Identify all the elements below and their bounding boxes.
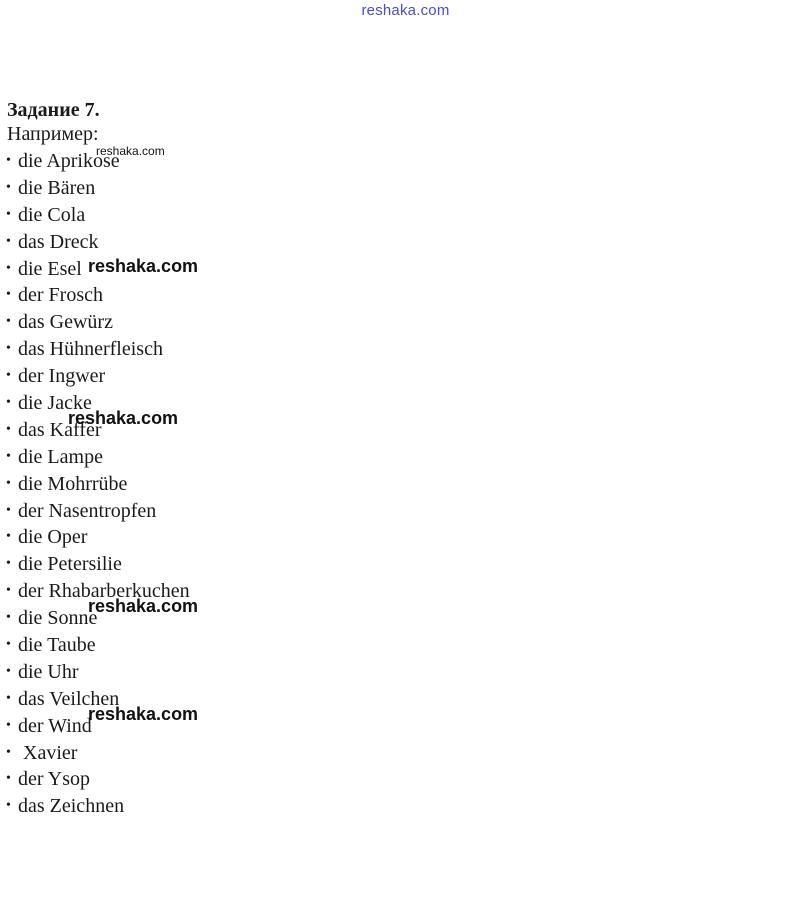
bullet-icon: •: [6, 475, 11, 491]
word-text: die Bären: [18, 176, 96, 199]
bullet-icon: •: [6, 179, 11, 195]
word-text: der Ysop: [18, 768, 91, 791]
bullet-icon: •: [6, 744, 11, 760]
list-item: [6, 309, 190, 336]
bullet-icon: •: [6, 421, 11, 437]
bullet-icon: •: [6, 663, 11, 679]
bullet-icon: •: [6, 690, 11, 706]
task-title: Задание 7.: [7, 99, 100, 121]
word-text: das Kaffer: [18, 418, 102, 441]
word-text: das Zeichnen: [18, 795, 125, 818]
list-item: [6, 444, 190, 471]
list-item: [6, 498, 190, 525]
bullet-icon: •: [6, 341, 11, 357]
list-item: [6, 336, 190, 363]
bullet-icon: •: [6, 314, 11, 330]
word-text: der Nasentropfen: [18, 499, 157, 522]
word-text: der Frosch: [18, 284, 103, 307]
bullet-icon: •: [6, 798, 11, 814]
word-text: der Rhabarberkuchen: [18, 580, 190, 603]
word-text: die Taube: [18, 634, 96, 657]
bullet-icon: •: [6, 637, 11, 653]
word-text: die Petersilie: [18, 553, 122, 576]
word-text: das Veilchen: [18, 687, 120, 710]
list-item: [6, 282, 190, 309]
list-item: [6, 363, 190, 390]
bullet-icon: •: [6, 153, 11, 168]
list-item: [6, 202, 190, 229]
word-text: das Hühnerfleisch: [18, 338, 163, 361]
word-text: das Dreck: [18, 230, 99, 253]
list-item: [6, 766, 190, 793]
bullet-icon: •: [6, 717, 11, 733]
bullet-icon: •: [6, 610, 11, 626]
word-text: die Oper: [18, 526, 88, 549]
word-text: die Lampe: [18, 445, 103, 468]
bullet-icon: •: [6, 368, 11, 384]
word-text: die Uhr: [18, 660, 79, 683]
list-item: [6, 740, 190, 767]
task-intro: Например:: [7, 123, 99, 145]
bullet-icon: •: [6, 233, 11, 249]
bullet-icon: •: [6, 206, 11, 222]
list-item: [6, 524, 190, 551]
watermark: reshaka.com: [88, 256, 199, 276]
bullet-icon: •: [6, 287, 11, 303]
site-header-link[interactable]: reshaka.com: [361, 2, 450, 19]
bullet-icon: •: [6, 448, 11, 464]
bullet-icon: •: [6, 583, 11, 599]
list-item: [6, 471, 190, 498]
watermark: reshaka.com: [88, 596, 199, 616]
bullet-icon: •: [6, 260, 11, 276]
word-text: die Aprikose: [18, 150, 120, 172]
word-text: die Cola: [18, 203, 86, 226]
bullet-icon: •: [6, 771, 11, 787]
bullet-icon: •: [6, 395, 11, 411]
bullet-icon: •: [6, 529, 11, 545]
list-item: [6, 229, 190, 256]
bullet-icon: •: [6, 502, 11, 518]
word-text: der Ingwer: [18, 365, 106, 388]
list-item: [6, 632, 190, 659]
word-text: das Gewürz: [18, 311, 113, 334]
word-text: die Jacke: [18, 392, 92, 415]
list-item: [6, 551, 190, 578]
word-text: die Sonne: [18, 607, 98, 630]
watermark: reshaka.com: [68, 408, 179, 428]
list-item: [6, 659, 190, 686]
watermark: reshaka.com: [88, 704, 199, 724]
word-text: der Wind: [18, 714, 92, 737]
word-text: die Esel: [18, 257, 82, 280]
bullet-icon: •: [6, 556, 11, 572]
list-item: [6, 175, 190, 202]
word-text: die Mohrrübe: [18, 472, 128, 495]
watermark: reshaka.com: [96, 144, 165, 158]
list-item: [6, 793, 190, 820]
word-text: Xavier: [18, 741, 78, 764]
